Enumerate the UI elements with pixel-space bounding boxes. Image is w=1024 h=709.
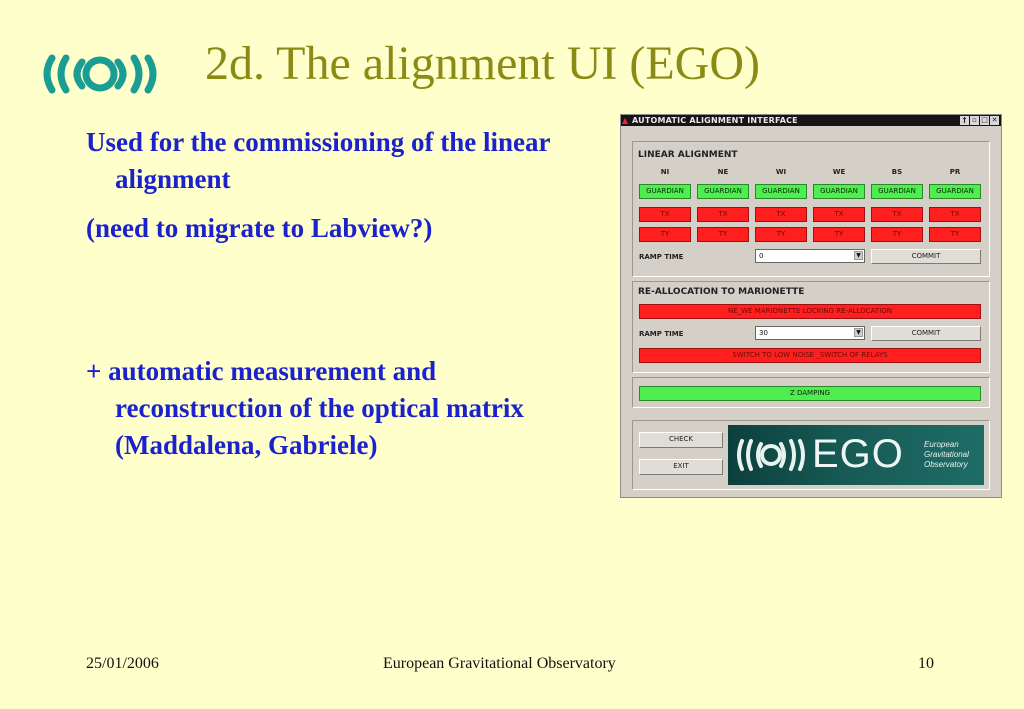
tx-ne-button[interactable]: TX bbox=[697, 207, 749, 222]
bullet-labview: (need to migrate to Labview?) bbox=[86, 213, 433, 243]
ramp-time-value: 0 bbox=[759, 252, 764, 260]
ty-bs-button[interactable]: TY bbox=[871, 227, 923, 242]
guardian-ne-button[interactable]: GUARDIAN bbox=[697, 184, 749, 199]
exit-button[interactable]: EXIT bbox=[639, 459, 723, 475]
maximize-icon[interactable]: □ bbox=[981, 116, 988, 124]
marionette-locking-button[interactable]: NE_WE MARIONETTE LOCKING RE-ALLOCATION bbox=[639, 304, 981, 319]
minimize-icon[interactable]: ▫ bbox=[970, 116, 979, 125]
tx-wi-button[interactable]: TX bbox=[755, 207, 807, 222]
ty-ne-button[interactable]: TY bbox=[697, 227, 749, 242]
chevron-down-icon[interactable]: ▼ bbox=[854, 251, 863, 260]
ego-subtitle-line3: Observatory bbox=[924, 460, 968, 469]
guardian-pr-button[interactable]: GUARDIAN bbox=[929, 184, 981, 199]
guardian-we-button[interactable]: GUARDIAN bbox=[813, 184, 865, 199]
ty-wi-button[interactable]: TY bbox=[755, 227, 807, 242]
close-icon[interactable]: ✕ bbox=[991, 116, 998, 124]
ego-banner bbox=[728, 425, 984, 485]
guardian-bs-button[interactable]: GUARDIAN bbox=[871, 184, 923, 199]
footer-page-number: 10 bbox=[918, 655, 934, 672]
tx-bs-button[interactable]: TX bbox=[871, 207, 923, 222]
window-titlebar bbox=[621, 115, 1001, 126]
check-button[interactable]: CHECK bbox=[639, 432, 723, 448]
column-ni: NI bbox=[660, 168, 670, 176]
ego-logo-icon bbox=[38, 50, 162, 98]
tx-pr-button[interactable]: TX bbox=[929, 207, 981, 222]
ego-wordmark: EGO bbox=[812, 432, 904, 476]
column-pr: PR bbox=[949, 168, 961, 176]
bullet-commissioning: Used for the commissioning of the linear alignment bbox=[86, 127, 550, 194]
guardian-ni-button[interactable]: GUARDIAN bbox=[639, 184, 691, 199]
ego-subtitle bbox=[924, 440, 984, 470]
bullet-list bbox=[86, 124, 606, 464]
tx-we-button[interactable]: TX bbox=[813, 207, 865, 222]
ty-we-button[interactable]: TY bbox=[813, 227, 865, 242]
reallocation-ramp-time-value: 30 bbox=[759, 329, 768, 337]
commit-button[interactable]: COMMIT bbox=[871, 249, 981, 264]
ty-pr-button[interactable]: TY bbox=[929, 227, 981, 242]
ramp-time-label: RAMP TIME bbox=[639, 253, 684, 261]
switch-low-noise-button[interactable]: SWITCH TO LOW NOISE _SWITCH OF RELAYS bbox=[639, 348, 981, 363]
window-title: AUTOMATIC ALIGNMENT INTERFACE bbox=[632, 116, 798, 125]
column-ne: NE bbox=[717, 168, 729, 176]
ramp-time-select[interactable] bbox=[755, 249, 865, 263]
guardian-wi-button[interactable]: GUARDIAN bbox=[755, 184, 807, 199]
linear-alignment-label: LINEAR ALIGNMENT bbox=[638, 150, 738, 160]
ty-ni-button[interactable]: TY bbox=[639, 227, 691, 242]
footer-date: 25/01/2006 bbox=[86, 655, 159, 672]
z-damping-button[interactable]: Z DAMPING bbox=[639, 386, 981, 401]
column-bs: BS bbox=[891, 168, 903, 176]
column-wi: WI bbox=[775, 168, 787, 176]
reallocation-ramp-time-label: RAMP TIME bbox=[639, 330, 684, 338]
chevron-down-icon[interactable]: ▼ bbox=[854, 328, 863, 337]
slide-title: 2d. The alignment UI (EGO) bbox=[205, 37, 760, 90]
ego-logo-icon bbox=[734, 435, 808, 475]
ego-subtitle-line1: European bbox=[924, 440, 959, 449]
bullet-optical-matrix: + automatic measurement and reconstruction of the optical matrix (Maddalena, Gabriele) bbox=[86, 356, 524, 460]
tx-ni-button[interactable]: TX bbox=[639, 207, 691, 222]
reallocation-commit-button[interactable]: COMMIT bbox=[871, 326, 981, 341]
alignment-window bbox=[620, 114, 1002, 498]
column-we: WE bbox=[832, 168, 846, 176]
reallocation-ramp-time-select[interactable] bbox=[755, 326, 865, 340]
app-icon: ▲ bbox=[622, 116, 629, 125]
ego-subtitle-line2: Gravitational bbox=[924, 450, 969, 459]
pin-icon[interactable]: † bbox=[960, 116, 969, 125]
footer-organization: European Gravitational Observatory bbox=[383, 655, 616, 672]
reallocation-label: RE-ALLOCATION TO MARIONETTE bbox=[638, 287, 805, 297]
